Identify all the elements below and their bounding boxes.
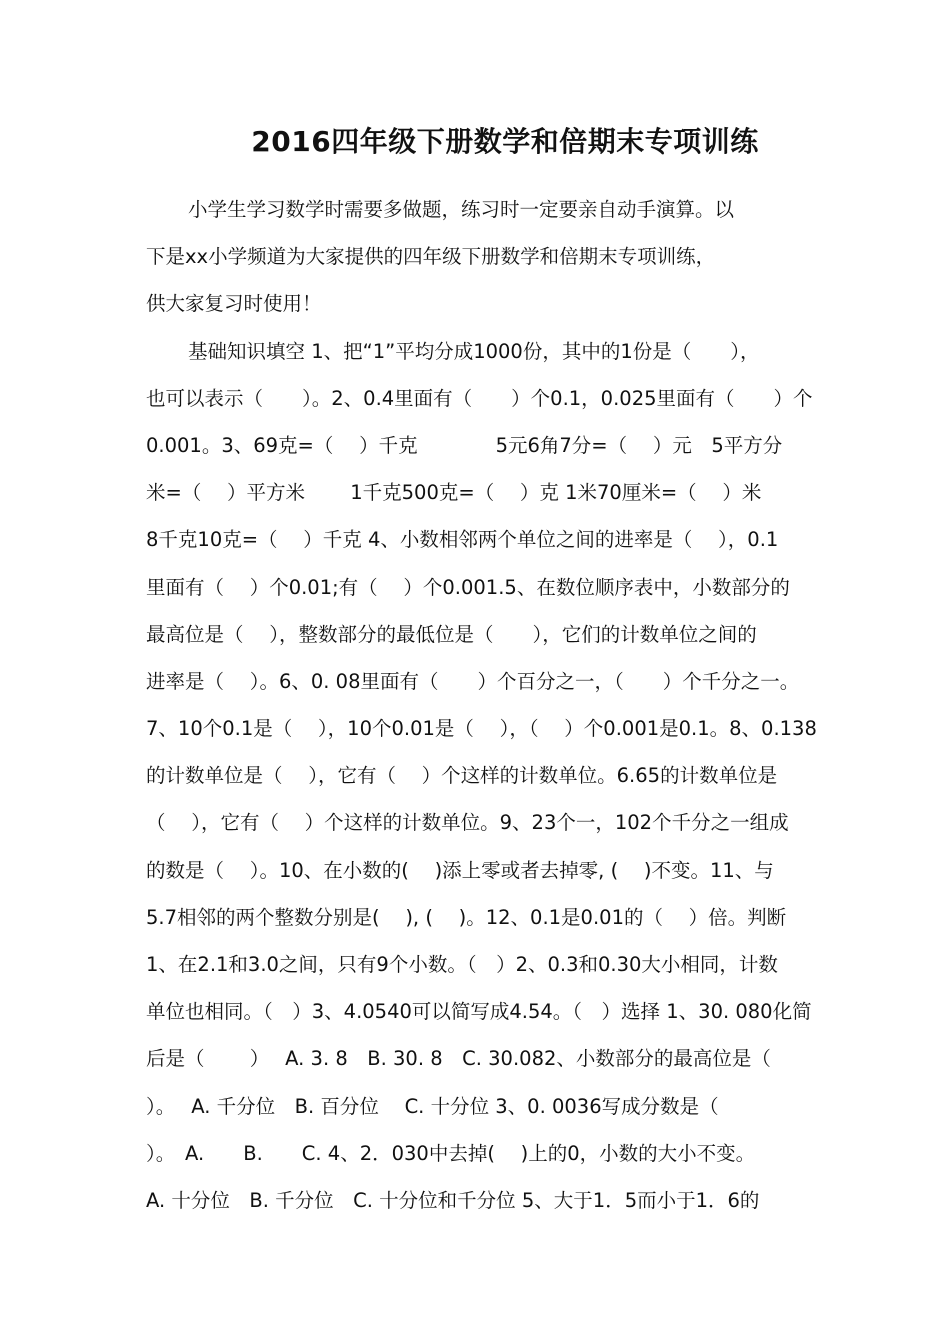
paragraph-line: 的计数单位是（ ），它有（ ）个这样的计数单位。6.65的计数单位是 bbox=[146, 764, 778, 788]
paragraph-line: 0.001。3、69克=（ ）千克 5元6角7分=（ ）元 5平方分 bbox=[146, 433, 783, 457]
paragraph-line: 进率是（ ）。6、0. 08里面有（ ）个百分之一，（ ）个千分之一。 bbox=[146, 669, 800, 693]
paragraph-line: 7、10个0.1是（ ），10个0.01是（ ），（ ）个0.001是0.1。8、0.138 bbox=[146, 717, 817, 741]
paragraph-line: ）。 A. B. C. 4、2．030中去掉( )上的0，小数的大小不变。 bbox=[146, 1141, 756, 1165]
paragraph-line: 单位也相同。（ ）3、4.0540可以简写成4.54。（ ）选择 1、30. 080化简 bbox=[146, 1000, 812, 1024]
paragraph-line: A. 十分位 B. 千分位 C. 十分位和千分位 5、大于1．5而小于1．6的 bbox=[146, 1188, 760, 1212]
paragraph-line: （ ），它有（ ）个这样的计数单位。9、23个一，102个千分之一组成 bbox=[146, 811, 789, 835]
paragraph-line: 基础知识填空 1、把“1”平均分成1000份，其中的1份是（ ）， bbox=[188, 339, 760, 363]
document-body bbox=[146, 186, 826, 1224]
paragraph-line: 供大家复习时使用！ bbox=[146, 292, 322, 316]
paragraph-line: 1、在2.1和3.0之间，只有9个小数。（ ）2、0.3和0.30大小相同，计数 bbox=[146, 953, 778, 976]
paragraph-line: 5.7相邻的两个整数分别是( ), ( )。12、0.1是0.01的（ ）倍。判断 bbox=[146, 905, 787, 929]
paragraph-line: 米=（ ）平方米 1千克500克=（ ）克 1米70厘米=（ ）米 bbox=[146, 481, 762, 505]
paragraph-line: 也可以表示（ ）。2、0.4里面有（ ）个0.1，0.025里面有（ ）个 bbox=[146, 386, 813, 410]
document-title: 2016四年级下册数学和倍期末专项训练 bbox=[251, 125, 759, 158]
paragraph-line: 最高位是（ ），整数部分的最低位是（ ），它们的计数单位之间的 bbox=[146, 622, 757, 646]
paragraph-line: 里面有（ ）个0.01;有（ ）个0.001.5、在数位顺序表中，小数部分的 bbox=[146, 575, 790, 599]
paragraph-line: 的数是（ ）。10、在小数的( )添上零或者去掉零, ( )不变。11、与 bbox=[146, 858, 774, 882]
paragraph-line: 后是（ ） A. 3. 8 B. 30. 8 C. 30.082、小数部分的最高位是（ bbox=[146, 1047, 771, 1071]
paragraph-line: ）。 A. 千分位 B. 百分位 C. 十分位 3、0. 0036写成分数是（ bbox=[146, 1094, 719, 1118]
paragraph-line: 下是xx小学频道为大家提供的四年级下册数学和倍期末专项训练， bbox=[146, 245, 716, 269]
paragraph-line: 小学生学习数学时需要多做题，练习时一定要亲自动手演算。以 bbox=[188, 198, 735, 221]
paragraph-line: 8千克10克=（ ）千克 4、小数相邻两个单位之间的进率是（ ），0.1 bbox=[146, 528, 779, 552]
